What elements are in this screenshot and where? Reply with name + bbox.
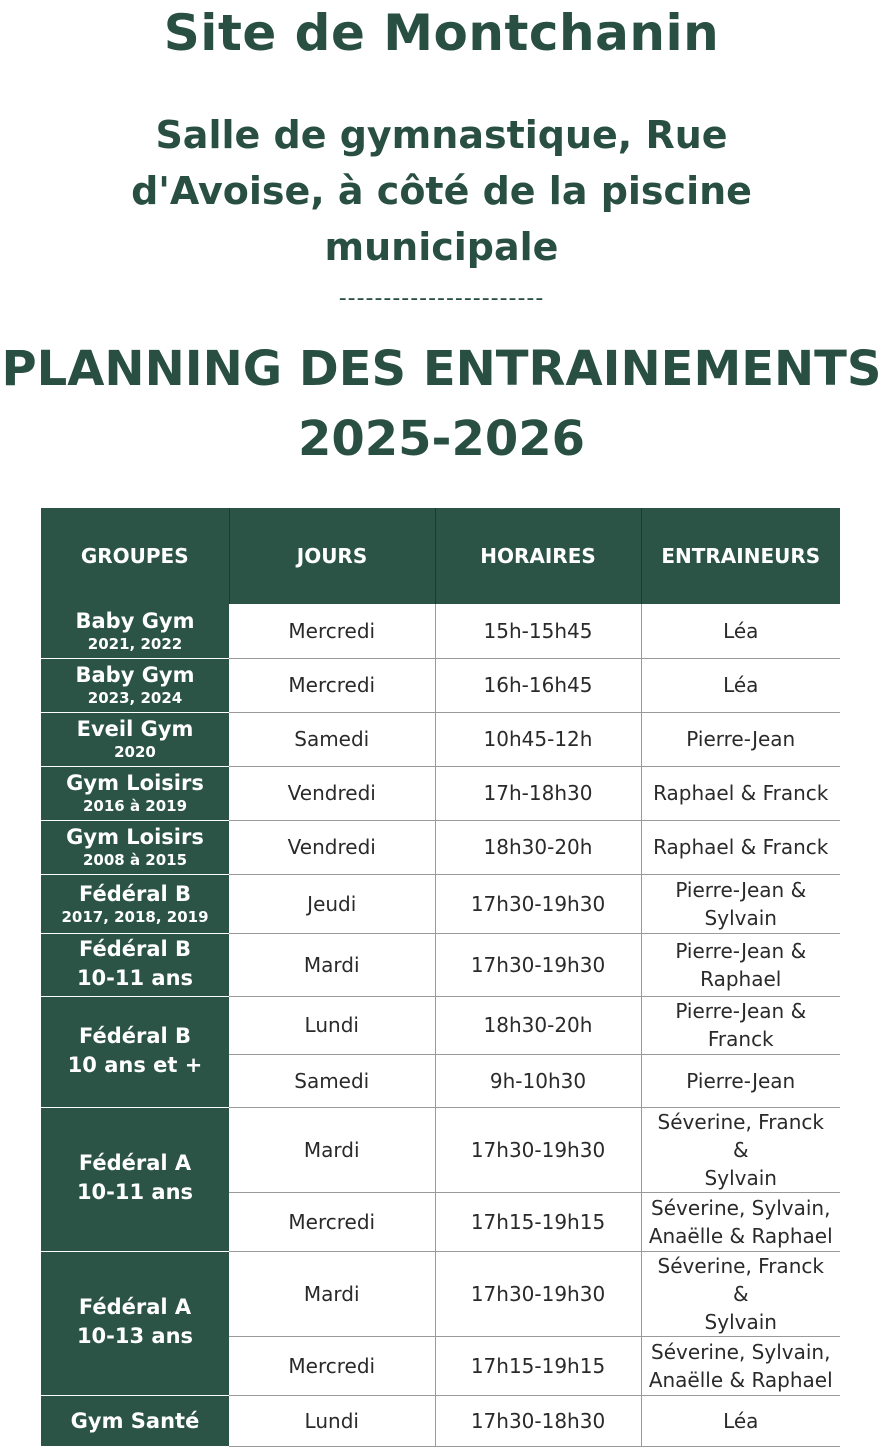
time-cell: 17h30-19h30 [435, 874, 641, 933]
time-cell: 15h-15h45 [435, 604, 641, 658]
day-cell: Mercredi [229, 658, 435, 712]
column-header-entraineurs: ENTRAINEURS [641, 508, 840, 604]
coach-line: Pierre-Jean & [675, 938, 807, 963]
coach-cell [641, 996, 840, 1054]
group-years: 2020 [114, 743, 156, 761]
table-header-row [41, 508, 840, 604]
column-header-groupes: GROUPES [41, 508, 229, 604]
coach-line: Séverine, Franck & [657, 1109, 824, 1162]
coach-line: Sylvain [704, 1165, 777, 1190]
planning-heading: PLANNING DES ENTRAINEMENTS 2025-2026 [1, 341, 882, 467]
time-cell: 9h-10h30 [435, 1054, 641, 1107]
group-age: 10 ans et + [67, 1052, 203, 1077]
coach-cell [641, 933, 840, 996]
group-name: Fédéral A [78, 1295, 192, 1319]
coach-line: Séverine, Franck & [657, 1253, 824, 1306]
group-age: 10-11 ans [76, 965, 194, 990]
coach-cell [641, 1395, 840, 1446]
time-cell: 16h-16h45 [435, 658, 641, 712]
coach-cell [641, 1054, 840, 1107]
group-cell [41, 766, 229, 820]
coach-cell [641, 604, 840, 658]
day-cell: Jeudi [229, 874, 435, 933]
group-name: Gym Santé [70, 1408, 200, 1433]
location-subtitle: Salle de gymnastique, Rue d'Avoise, à côté de la piscine municipale [131, 113, 752, 269]
coach-line: Pierre-Jean [686, 727, 796, 751]
coach-cell [641, 712, 840, 766]
coach-line: Raphael & Franck [653, 835, 829, 859]
day-cell: Samedi [229, 1054, 435, 1107]
site-title: Site de Montchanin [163, 4, 720, 62]
group-cell [41, 658, 229, 712]
group-cell [41, 1107, 229, 1251]
coach-line: Franck [707, 1027, 774, 1051]
day-cell: Mercredi [229, 1336, 435, 1395]
coach-line: Léa [723, 673, 759, 697]
time-cell: 18h30-20h [435, 820, 641, 874]
table-row [41, 820, 840, 874]
coach-line: Séverine, Sylvain, [651, 1195, 831, 1220]
column-header-horaires: HORAIRES [435, 508, 641, 604]
group-name: Fédéral B [78, 936, 192, 961]
coach-line: Pierre-Jean & [675, 999, 807, 1023]
coach-line: Raphael [700, 966, 782, 991]
day-cell: Mardi [229, 1251, 435, 1336]
coach-cell [641, 1251, 840, 1336]
day-cell: Lundi [229, 1395, 435, 1446]
group-cell [41, 604, 229, 658]
group-name: Gym Loisirs [66, 825, 204, 849]
day-cell: Vendredi [229, 820, 435, 874]
group-cell [41, 933, 229, 996]
time-cell: 17h15-19h15 [435, 1336, 641, 1395]
separator: ----------------------- [338, 286, 545, 311]
time-cell: 10h45-12h [435, 712, 641, 766]
group-years: 2021, 2022 [87, 634, 183, 653]
day-cell: Mardi [229, 1107, 435, 1192]
group-age: 10-13 ans [76, 1324, 194, 1348]
group-name: Fédéral B [78, 881, 192, 906]
column-header-jours: JOURS [229, 508, 435, 604]
time-cell: 17h-18h30 [435, 766, 641, 820]
table-row [41, 874, 840, 933]
group-years: 2016 à 2019 [82, 797, 188, 815]
group-cell [41, 874, 229, 933]
coach-line: Anaëlle & Raphael [648, 1223, 833, 1248]
time-cell: 17h15-19h15 [435, 1192, 641, 1251]
coach-cell [641, 658, 840, 712]
group-name: Fédéral B [78, 1023, 192, 1048]
day-cell: Mardi [229, 933, 435, 996]
table-row [41, 658, 840, 712]
coach-line: Sylvain [704, 905, 777, 930]
coach-cell [641, 820, 840, 874]
table-row [41, 996, 840, 1054]
coach-cell [641, 1336, 840, 1395]
day-cell: Vendredi [229, 766, 435, 820]
coach-cell [641, 1107, 840, 1192]
group-years: 2023, 2024 [87, 689, 183, 707]
coach-line: Léa [723, 1408, 759, 1433]
coach-line: Séverine, Sylvain, [651, 1339, 831, 1364]
time-cell: 17h30-19h30 [435, 1251, 641, 1336]
coach-cell [641, 766, 840, 820]
group-years: 2017, 2018, 2019 [61, 907, 209, 926]
time-cell: 17h30-19h30 [435, 1107, 641, 1192]
schedule-table [41, 508, 840, 1447]
coach-cell [641, 1192, 840, 1251]
group-cell [41, 712, 229, 766]
time-cell: 17h30-19h30 [435, 933, 641, 996]
group-name: Eveil Gym [76, 717, 194, 741]
coach-line: Sylvain [704, 1309, 777, 1334]
time-cell: 17h30-18h30 [435, 1395, 641, 1446]
day-cell: Lundi [229, 996, 435, 1054]
table-row [41, 712, 840, 766]
table-row [41, 1107, 840, 1192]
group-age: 10-11 ans [76, 1180, 194, 1204]
table-row [41, 604, 840, 658]
table-row [41, 1251, 840, 1336]
group-cell [41, 820, 229, 874]
group-cell [41, 1251, 229, 1395]
coach-cell [641, 874, 840, 933]
day-cell: Mercredi [229, 604, 435, 658]
coach-line: Pierre-Jean & [675, 877, 807, 902]
time-cell: 18h30-20h [435, 996, 641, 1054]
day-cell: Samedi [229, 712, 435, 766]
coach-line: Pierre-Jean [686, 1068, 796, 1093]
coach-line: Léa [723, 618, 759, 643]
group-name: Baby Gym [75, 663, 195, 687]
coach-line: Raphael & Franck [653, 781, 829, 805]
group-name: Fédéral A [78, 1151, 192, 1175]
group-years: 2008 à 2015 [82, 851, 188, 869]
group-cell [41, 1395, 229, 1446]
day-cell: Mercredi [229, 1192, 435, 1251]
table-row [41, 1395, 840, 1446]
table-row [41, 933, 840, 996]
coach-line: Anaëlle & Raphael [648, 1367, 833, 1392]
group-cell [41, 996, 229, 1107]
group-name: Baby Gym [75, 608, 195, 633]
group-name: Gym Loisirs [66, 771, 204, 795]
table-row [41, 766, 840, 820]
